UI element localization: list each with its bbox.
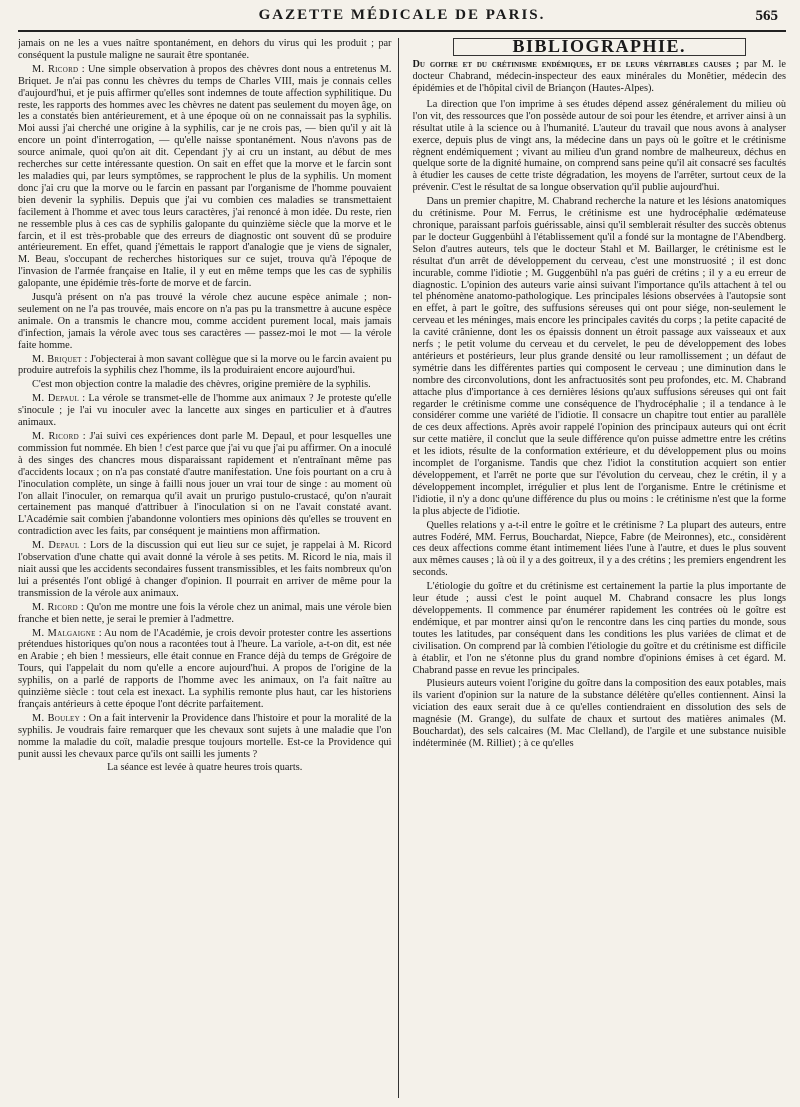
paragraph-text: : J'objecterai à mon savant collègue que si la morve ou le farcin avaient pu produire autrefois la syphilis chez l'homme, ils la produiraient encore aujourd'hui.: [18, 353, 392, 377]
paragraph-text: : Au nom de l'Académie, je crois devoir protester contre les assertions prétendues historiques qu'on nous a racontées tout à l'heure. La variole, a-t-on dit, est née en Arabie ; eh bien ! messieurs, elle était connue en France déjà du temps de Grégoire de Tours, qui l'appelait du nom qu'elle a encore aujourd'hui. A propos de l'origine de la syphilis, on a parlé de rapports de l'homme avec les animaux, on l'a fait naître au quinzième siècle : tout cela est inexact. La syphilis remonte plus haut, car les historiens français antérieurs à cette époque l'ont décrite parfaitement.: [18, 627, 392, 710]
paragraph-text: C'est mon objection contre la maladie des chèvres, origine première de la syphilis.: [32, 379, 371, 391]
article-title: Du goitre et du crétinisme endémiques, et de leurs véritables causes ;: [412, 58, 740, 70]
paragraph-text: : La vérole se transmet-elle de l'homme aux animaux ? Je proteste qu'elle s'inocule ; je l'ai vu inoculer avec la lancette aux singes en particulier et à d'autres animaux.: [18, 393, 392, 429]
left-column: [18, 38, 392, 1098]
paragraph: [18, 354, 392, 378]
paragraph: La direction que l'on imprime à ses études dépend assez généralement du milieu où l'on vit, des ressources que l'on possède autour de soi pour les étendre, et arriver ainsi à un résultat utile à la science ou à l'humanité. L'auteur du travail que nous avons à analyser exerce, depuis plus de vingt ans, la médecine dans un pays où le goître et le crétinisme règnent endémiquement ; vivant au milieu d'un grand nombre de malheureux, déchus en quelque sorte de la dignité humaine, on comprend sans peine qu'il ait consacré ses facultés à étudier les causes de cette triste dégradation, les moyens de l'arrêter, surtout ceux de la prévenir. C'est le résultat de sa longue observation qu'il publie aujourd'hui.: [412, 98, 786, 194]
paragraph: Plusieurs auteurs voient l'origine du goître dans la composition des eaux potables, mais ils varient d'opinion sur la nature de la substance délétère qu'elles contiennent. Ainsi la viciation des eaux serait due à ce qu'elles contiendraient en dissolution des sels de magnésie (M. Grange), du sulfate de chaux et surtout des matières animales (M. Bouchardat), des sels calcaires (M. Mac Clelland), de l'argile et une substance nuisible indéterminée (M. Rilliet) ; à ce qu'elles: [412, 678, 786, 749]
paragraph: [18, 292, 392, 352]
paragraph: [18, 379, 392, 391]
paragraph: [18, 628, 392, 711]
speaker-name: M. Bouley: [32, 712, 80, 724]
speaker-name: M. Ricord: [32, 601, 78, 613]
paragraph: [18, 64, 392, 290]
page-number: 565: [755, 8, 778, 24]
speaker-name: M. Ricord: [32, 431, 79, 442]
speaker-name: M. Depaul: [32, 393, 80, 405]
closing-line: [18, 762, 392, 774]
paragraph: [18, 602, 392, 626]
paragraph: [18, 713, 392, 761]
paragraph-text: : Lors de la discussion qui eut lieu sur ce sujet, je rappelai à M. Ricord l'observation d'une chatte qui avait donné la vérole à ses petits. M. Ricord le nia, mais il niait aussi que les accidents secondaires fussent transmissibles, et les faits nombreux qu'on lui a présentés l'ont obligé à changer d'opinion. Il pourrait en arriver de même pour la transmission de la vérole aux animaux.: [18, 540, 392, 599]
speaker-name: M. Malgaigne: [32, 627, 96, 639]
paragraph: [18, 393, 392, 429]
speaker-name: M. Depaul: [32, 540, 80, 552]
paragraph: [18, 38, 392, 62]
paragraph: [18, 540, 392, 600]
right-column: [413, 38, 787, 1098]
paragraph-text: : J'ai suivi ces expériences dont parle M. Depaul, et pour lesquelles une commission fut nommée. Eh bien ! c'est parce que j'ai vu que j'ai pu affirmer. On a inoculé à des singes des chancres mous disparaissant rapidement et n'entraînant même pas d'accidents locaux ; on n'a pas constaté d'autre manifestation. Une fois pourtant on a cru à l'inoculation complète, un singe à failli nous jouer un vrai tour de singe : au moment où l'on allait l'inoculer, on remarqua qu'il avait un prurigo pustulo-crustacé, qu'on n'aurait certainement pas manqué d'attribuer à l'inoculation si on ne l'avait constaté avant. L'Académie sait combien j'abandonne volontiers mes opinions dès qu'elles se trouvent en contradiction avec les faits, par conséquent je maintiens mon affirmation.: [18, 431, 392, 538]
paragraph-text: : On a fait intervenir la Providence dans l'histoire et pour la moralité de la syphilis. Je voudrais faire remarquer que les chevaux sont sujets à une maladie que l'on nomme la maladie du coït, maladie presque toujours mortelle. Est-ce la Providence qui punit aussi les chevaux parce qu'ils ont sailli les juments ?: [18, 712, 392, 760]
paragraph-text: : Une simple observation à propos des chèvres dont nous a entretenus M. Briquet. Je n'ai pas connu les chèvres du temps de Charles VIII, mais je connais celles d'aujourd'hui, et je puis affirmer qu'elles sont indemnes de toute affection syphilitique. Du reste, les rapports des hommes avec les chèvres ne datent pas seulement du moyen âge, on les a constatés bien antérieurement, et à une époque où on ne connaissait pas la syphilis. Moi aussi j'ai cherché une origine à la syphilis, car je ne crois pas, — bien qu'il y ait là encore un point d'interrogation, — qu'elle naisse spontanément. Nous n'avons pas de source animale, quoi qu'on ait dit. Cependant j'y ai cru un instant, au début de mes recherches sur cette intéressante question. On sait en effet que la morve et le farcin sont les maladies qui, par leurs symptômes, se rapprochent le plus de la syphilis. Un moment donc j'ai cru que la morve ou le farcin en passant par l'organisme de l'homme pouvaient bien devenir la syphilis. Depuis que j'ai vu combien ces maladies se transmettaient facilement à l'homme et avec tous leurs caractères, j'ai renoncé à mon idée. Du reste, rien ne ressemble plus à ces cas de syphilis galopante du quinzième siècle que la morve et le farcin, et il est très-probable que des erreurs de diagnostic ont souvent dû se produire antérieurement. En effet, quand j'émettais le rapport d'analogie que je viens de signaler, M. Beau, s'occupant de recherches historiques sur ce sujet, trouva qu'à l'époque de l'invasion de l'armée française en Italie, il y eut en même temps que les cas de syphilis galopante, une épidémie très-forte de morve et de farcin.: [18, 63, 392, 290]
article-body: [413, 99, 787, 750]
section-title: BIBLIOGRAPHIE.: [453, 38, 747, 56]
speaker-name: M. Ricord: [32, 63, 79, 75]
paragraph: L'étiologie du goître et du crétinisme est certainement la partie la plus importante de leur étude ; aussi c'est le point auquel M. Chabrand consacre les plus longs développements. Il commence par énumérer rapidement les contrées où le goître est endémique, et par montrer ainsi qu'on le rencontre dans les cinq parties du monde, sous toutes les latitudes, par conséquent dans les conditions les plus variées de climat et de civilisation. On comprend par là combien l'étiologie du goître et du crétinisme est difficile à établir, et l'on ne s'étonne plus du grand nombre d'opinions émises à cet égard. M. Chabrand passe en revue les principales.: [412, 581, 786, 676]
running-head: [18, 0, 786, 32]
two-column-body: [18, 38, 786, 1098]
paragraph-text: Jusqu'à présent on n'a pas trouvé la vérole chez aucune espèce animale ; non-seulement on ne l'a pas trouvée, mais encore on n'a pas pu la transmettre à aucune espèce animale. On a transmis le chancre mou, comme accident purement local, mais jamais d'infection, jamais la vérole avec tous ses caractères — passez-moi le mot — la vérole faite homme.: [18, 292, 392, 351]
journal-title: GAZETTE MÉDICALE DE PARIS.: [258, 6, 546, 23]
paragraph: Quelles relations y a-t-il entre le goître et le crétinisme ? La plupart des auteurs, entre autres Fodéré, MM. Ferrus, Bouchardat, Niepce, Fabre (de Meironnes), etc., considèrent ces deux affections comme étant intimement liées l'une à l'autre, et dues le plus souvent aux mêmes causes ; là où il y a des goitreux, il y a des crétins ; les premiers engendrent les seconds.: [412, 519, 786, 579]
paragraph: Dans un premier chapitre, M. Chabrand recherche la nature et les lésions anatomiques du crétinisme. Pour M. Ferrus, le crétinisme est une hydrocéphalie œdémateuse chronique, paraissant parfois guérissable, ainsi qu'il semblerait résulter des succès obtenus par le docteur Guggenbühl à l'établissement qu'il a fondé sur la montagne de l'Abendberg. Selon d'autres auteurs, tels que le docteur Stahl et M. Baillarger, le crétinisme est le résultat d'un arrêt de développement du cerveau, c'est une monstruosité ; il est donc incurable, comme l'idiotie ; M. Guggenbühl n'a pas guéri de crétins ; il y a eu erreur de diagnostic. L'opinion des auteurs varie ainsi suivant l'importance qu'ils attachent à tel ou tel phénomène anatomo-pathologique. Les principales lésions observées à l'autopsie sont en effet, à part le goître, des suffusions séreuses qui ont pour siége, non-seulement le cerveau et les méninges, mais encore les principales cavités du corps ; la petite capacité de la cavité crânienne, dont les os épaissis donnent un étroit passage aux vaisseaux et aux nerfs ; le petit volume du cerveau et du cervelet, le peu de développement des lobes antérieurs et postérieurs, leur plus grande densité ou leur ramollissement ; un défaut de symétrie dans les différentes parties qui composent le cerveau ; une diminution dans le nombre des circonvolutions, dont les anfractuosités sont peu profondes, etc. M. Chabrand attache plus d'importance à ces dernières lésions qu'aux suffusions séreuses qui ont fait regarder le crétinisme comme une conséquence de l'hydrocéphalie ; il a tendance à le considérer comme une variété de l'idiotie. Il consacre un chapitre tout entier au parallèle de ces deux affections. Après avoir rappelé l'opinion des principaux auteurs qui ont écrit sur cette matière, il conclut que la seule différence qu'on puisse admettre entre les crétins et les idiots, résulte de la conformation extérieure, et du développement plus ou moins incomplet de l'organisme. Tandis que chez l'idiot la constitution acquiert son entier développement, et l'arrêt ne porte que sur l'évolution du cerveau, chez le crétin, il y a développement incomplet, irrégulier et plus lent de l'organisme. Entre le crétinisme et l'idiotie, il n'y a donc qu'une différence du plus ou moins : le crétinisme n'est que la forme la plus abjecte de l'idiotie.: [412, 196, 786, 517]
paragraph-text: La séance est levée à quatre heures trois quarts.: [107, 762, 303, 774]
paragraph-text: jamais on ne les a vues naître spontanément, en dehors du virus qui les produit ; par conséquent la pustule maligne ne saurait être spontanée.: [18, 38, 392, 61]
article-byline: par M. le docteur Chabrand, médecin-inspecteur des eaux minérales du Monêtier, médecin des épidémies et de l'hôpital civil de Briançon (Hautes-Alpes).: [412, 58, 786, 94]
speaker-name: M. Briquet: [32, 353, 82, 365]
article-heading: [413, 59, 787, 95]
column-rule: [398, 38, 399, 1098]
paragraph: [18, 431, 392, 538]
paragraph-text: : Qu'on me montre une fois la vérole chez un animal, mais une vérole bien franche et bien nette, je serai le premier à l'admettre.: [18, 601, 392, 625]
